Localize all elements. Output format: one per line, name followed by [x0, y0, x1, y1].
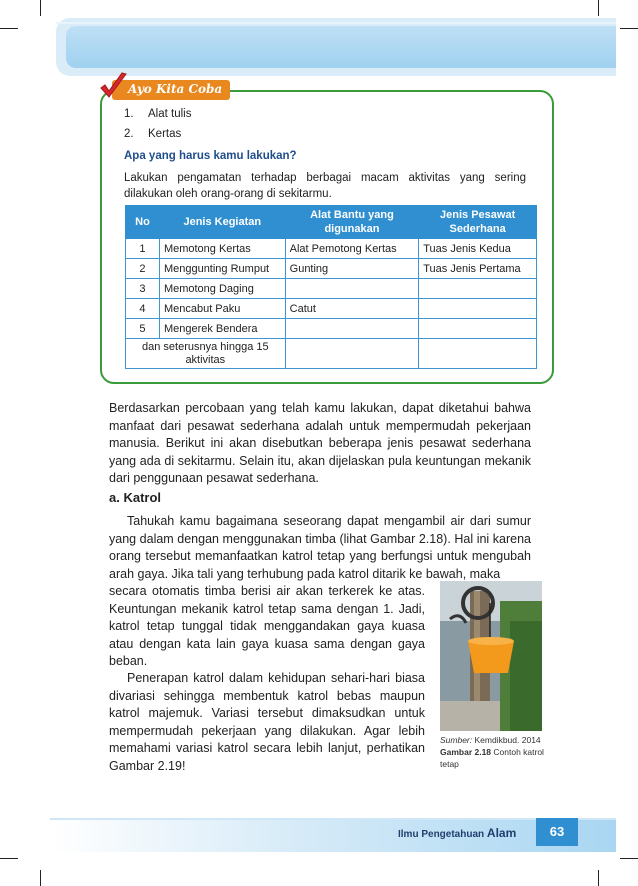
table-cell: dan seterusnya hingga 15 aktivitas [126, 339, 286, 369]
katrol-variation-paragraph: Penerapan katrol dalam kehidupan sehari-hari biasa divariasi sehingga membentuk katrol bebas maupun katrol majemuk. Variasi tersebut dimaksudkan untuk mempermudah pekerjaan yang dilakukan. Agar lebih memahami variasi katrol secara lebih lanjut, perhatikan Gambar 2.19! [109, 671, 425, 773]
table-cell [285, 279, 419, 299]
table-header: Jenis Kegiatan [159, 206, 285, 239]
table-row [126, 239, 537, 259]
crop-mark [40, 0, 41, 16]
table-cell: Alat Pemotong Kertas [285, 239, 419, 259]
footer-band [50, 818, 616, 852]
crop-mark [598, 870, 599, 886]
table-cell: Memotong Kertas [159, 239, 285, 259]
figure-title [440, 746, 560, 770]
table-row [126, 319, 537, 339]
footer-subject-text: Ilmu Pengetahuan [398, 829, 487, 840]
table-cell [285, 319, 419, 339]
activity-question: Apa yang harus kamu lakukan? [124, 150, 297, 162]
figure-caption [440, 734, 560, 770]
table-cell: Tuas Jenis Kedua [419, 239, 537, 259]
table-header: No [126, 206, 160, 239]
figure-source-label: Sumber: [440, 735, 473, 745]
list-item [124, 128, 181, 140]
table-cell: Catut [285, 299, 419, 319]
table-row [126, 259, 537, 279]
table-cell: Menggunting Rumput [159, 259, 285, 279]
katrol-paragraph-narrow: secara otomatis timba berisi air akan terkerek ke atas. Keuntungan mekanik katrol tetap sama dengan 1. Jadi, katrol tetap tunggal tidak menggandakan gaya kuasa atau dengan kata lain gaya kuasa sama dengan gaya beban. [109, 584, 425, 668]
table-cell [285, 339, 419, 369]
table-cell: Mengerek Bendera [159, 319, 285, 339]
list-item-text: Kertas [148, 128, 182, 140]
crop-mark [40, 870, 41, 886]
list-item-number: 2. [124, 128, 134, 140]
footer-line [50, 818, 616, 820]
header-band-line [56, 22, 616, 24]
figure-number: Gambar 2.18 [440, 747, 492, 757]
table-cell: 1 [126, 239, 160, 259]
activity-badge-label: Ayo Kita Coba [128, 82, 223, 96]
table-cell: Memotong Daging [159, 279, 285, 299]
figure-title-text: Contoh katrol tetap [440, 747, 544, 769]
list-item [124, 108, 191, 120]
table-cell: Tuas Jenis Pertama [419, 259, 537, 279]
table-header-row [126, 206, 537, 239]
katrol-paragraph-wide: Tahukah kamu bagaimana seseorang dapat mengambil air dari sumur yang dalam dengan menggunakan timba (lihat Gambar 2.18). Hal ini karena orang tersebut memanfaatkan katrol tetap yang berfungsi untuk mengubah arah gaya. Jika tali yang terhubung pada katrol ditarik ke bawah, maka [109, 514, 531, 581]
crop-mark [598, 0, 599, 16]
table-header: Alat Bantu yang digunakan [285, 206, 419, 239]
table-row [126, 339, 537, 369]
table-row [126, 299, 537, 319]
table-cell: 5 [126, 319, 160, 339]
checkmark-icon [96, 70, 130, 104]
table-cell [419, 319, 537, 339]
activity-table [125, 205, 537, 369]
crop-mark [620, 28, 638, 29]
header-band-inner [66, 26, 616, 68]
crop-mark [0, 28, 18, 29]
footer-subject-emph: Alam [486, 826, 517, 840]
table-cell [419, 299, 537, 319]
page-number: 63 [536, 818, 578, 846]
intro-paragraph: Berdasarkan percobaan yang telah kamu lakukan, dapat diketahui bahwa manfaat dari pesawat sederhana adalah untuk mempermudah pekerjaan manusia. Berikut ini akan disebutkan beberapa jenis pesawat sederhana yang ada di sekitarmu. Selain itu, akan dijelaskan pula keuntungan mekanik dari penggunaan pesawat sederhana. [109, 401, 531, 485]
table-cell: 4 [126, 299, 160, 319]
table-cell: 2 [126, 259, 160, 279]
section-heading: a. Katrol [109, 490, 162, 505]
figure-source-text: Kemdikbud. 2014 [472, 735, 541, 745]
crop-mark [0, 858, 18, 859]
table-header: Jenis Pesawat Sederhana [419, 206, 537, 239]
figure-source [440, 734, 560, 746]
list-item-number: 1. [124, 108, 134, 120]
table-cell [419, 279, 537, 299]
table-cell: Mencabut Paku [159, 299, 285, 319]
table-row [126, 279, 537, 299]
activity-instruction: Lakukan pengamatan terhadap berbagai macam aktivitas yang sering dilakukan oleh orang-orang di sekitarmu. [124, 172, 526, 200]
table-cell: Gunting [285, 259, 419, 279]
pulley-photo [440, 581, 542, 731]
table-cell [419, 339, 537, 369]
crop-mark [620, 858, 638, 859]
list-item-text: Alat tulis [148, 108, 192, 120]
table-cell: 3 [126, 279, 160, 299]
footer-subject [398, 826, 516, 840]
